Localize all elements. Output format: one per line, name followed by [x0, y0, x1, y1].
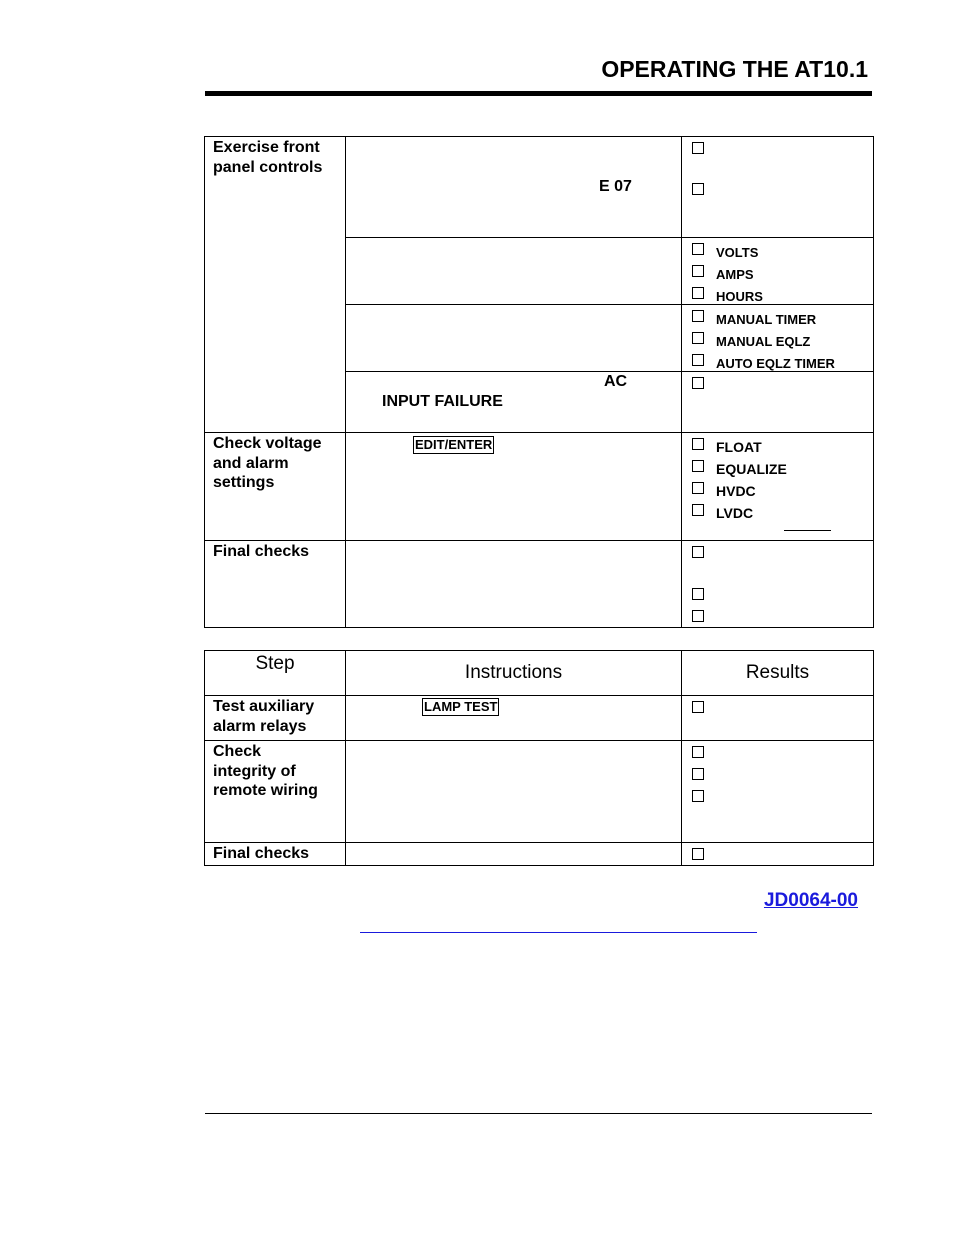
results-cell	[682, 843, 874, 866]
result-item	[692, 282, 873, 304]
checkbox[interactable]	[692, 287, 704, 299]
step-cell-voltage	[205, 433, 346, 541]
step-text: Exercise front	[213, 139, 320, 156]
checkbox[interactable]	[692, 354, 704, 366]
checkbox[interactable]	[692, 265, 704, 277]
result-item	[692, 477, 873, 499]
step-text: Check	[213, 743, 262, 760]
step-text: and alarm	[213, 454, 289, 472]
checkbox[interactable]	[692, 610, 704, 622]
checkbox[interactable]	[692, 243, 704, 255]
results-cell	[682, 372, 874, 433]
instruction-cell	[346, 433, 682, 541]
result-label: EQUALIZE	[716, 461, 787, 477]
checkbox[interactable]	[692, 768, 704, 780]
header-instructions: Instructions	[346, 651, 682, 696]
instruction-text: INPUT FAILURE	[382, 393, 503, 410]
result-item	[692, 238, 873, 260]
header-results: Results	[682, 651, 874, 696]
checklist-table-b	[204, 650, 874, 866]
step-text: Test auxiliary	[213, 698, 315, 715]
instruction-text: AC	[604, 373, 628, 390]
header-step: Step	[205, 651, 346, 696]
footer-rule	[205, 1113, 872, 1114]
result-item	[692, 696, 873, 718]
result-item	[692, 305, 873, 327]
results-cell	[682, 137, 874, 238]
instruction-cell	[346, 541, 682, 628]
results-cell	[682, 741, 874, 843]
result-item	[692, 372, 873, 394]
result-label: AMPS	[716, 266, 754, 282]
result-item	[692, 349, 873, 371]
result-item	[692, 843, 873, 865]
results-cell	[682, 305, 874, 372]
instruction-cell	[346, 372, 682, 433]
checkbox[interactable]	[692, 790, 704, 802]
error-code-text: E 07	[599, 178, 632, 195]
results-cell	[682, 238, 874, 305]
result-item	[692, 605, 873, 627]
result-item	[692, 763, 873, 785]
checkbox[interactable]	[692, 332, 704, 344]
step-text: Final checks	[213, 845, 310, 862]
step-text: alarm relays	[213, 717, 307, 735]
step-cell-aux	[205, 696, 346, 741]
step-text: panel controls	[213, 158, 323, 176]
instruction-cell	[346, 305, 682, 372]
document-link[interactable]: JD0064-00	[763, 890, 858, 911]
result-label: VOLTS	[716, 244, 759, 260]
checkbox[interactable]	[692, 746, 704, 758]
step-cell-final-b	[205, 843, 346, 866]
result-label: MANUAL TIMER	[716, 311, 817, 327]
step-text: integrity of	[213, 762, 296, 780]
result-item	[692, 137, 873, 159]
instruction-cell	[346, 137, 682, 238]
step-text: settings	[213, 474, 275, 491]
result-item	[692, 499, 873, 521]
checkbox[interactable]	[692, 701, 704, 713]
edit-enter-key-label: EDIT/ENTER	[415, 437, 493, 452]
step-text: remote wiring	[213, 782, 318, 799]
instruction-cell	[346, 238, 682, 305]
result-item	[692, 541, 873, 563]
step-cell-final	[205, 541, 346, 628]
instruction-cell	[346, 696, 682, 741]
checkbox[interactable]	[692, 460, 704, 472]
result-item	[692, 178, 873, 200]
step-cell-wiring	[205, 741, 346, 843]
results-cell	[682, 541, 874, 628]
result-item	[692, 327, 873, 349]
result-item	[692, 455, 873, 477]
step-cell-exercise	[205, 137, 346, 433]
checkbox[interactable]	[692, 848, 704, 860]
instruction-cell	[346, 843, 682, 866]
result-label: HOURS	[716, 288, 763, 304]
result-item	[692, 433, 873, 455]
result-label: HVDC	[716, 483, 756, 499]
result-item	[692, 741, 873, 763]
result-label: LVDC	[716, 505, 754, 521]
checkbox[interactable]	[692, 546, 704, 558]
result-label: FLOAT	[716, 439, 762, 455]
page-title: OPERATING THE AT10.1	[601, 56, 868, 82]
result-label: AUTO EQLZ TIMER	[716, 355, 835, 371]
step-text: Final checks	[213, 543, 310, 560]
checkbox[interactable]	[692, 377, 704, 389]
checkbox[interactable]	[692, 504, 704, 516]
checkbox[interactable]	[692, 482, 704, 494]
result-item	[692, 260, 873, 282]
results-cell	[682, 433, 874, 541]
instruction-cell	[346, 741, 682, 843]
result-item	[692, 785, 873, 807]
checkbox[interactable]	[692, 438, 704, 450]
blank-line	[784, 530, 831, 531]
result-item	[692, 583, 873, 605]
checkbox[interactable]	[692, 183, 704, 195]
checkbox[interactable]	[692, 142, 704, 154]
results-cell	[682, 696, 874, 741]
checkbox[interactable]	[692, 588, 704, 600]
checkbox[interactable]	[692, 310, 704, 322]
lamp-test-key-label: LAMP TEST	[424, 699, 498, 714]
title-rule	[205, 91, 872, 96]
step-text: Check voltage	[213, 435, 322, 452]
checklist-table-a	[204, 136, 874, 628]
result-label: MANUAL EQLZ	[716, 333, 811, 349]
link-underline	[360, 932, 757, 933]
